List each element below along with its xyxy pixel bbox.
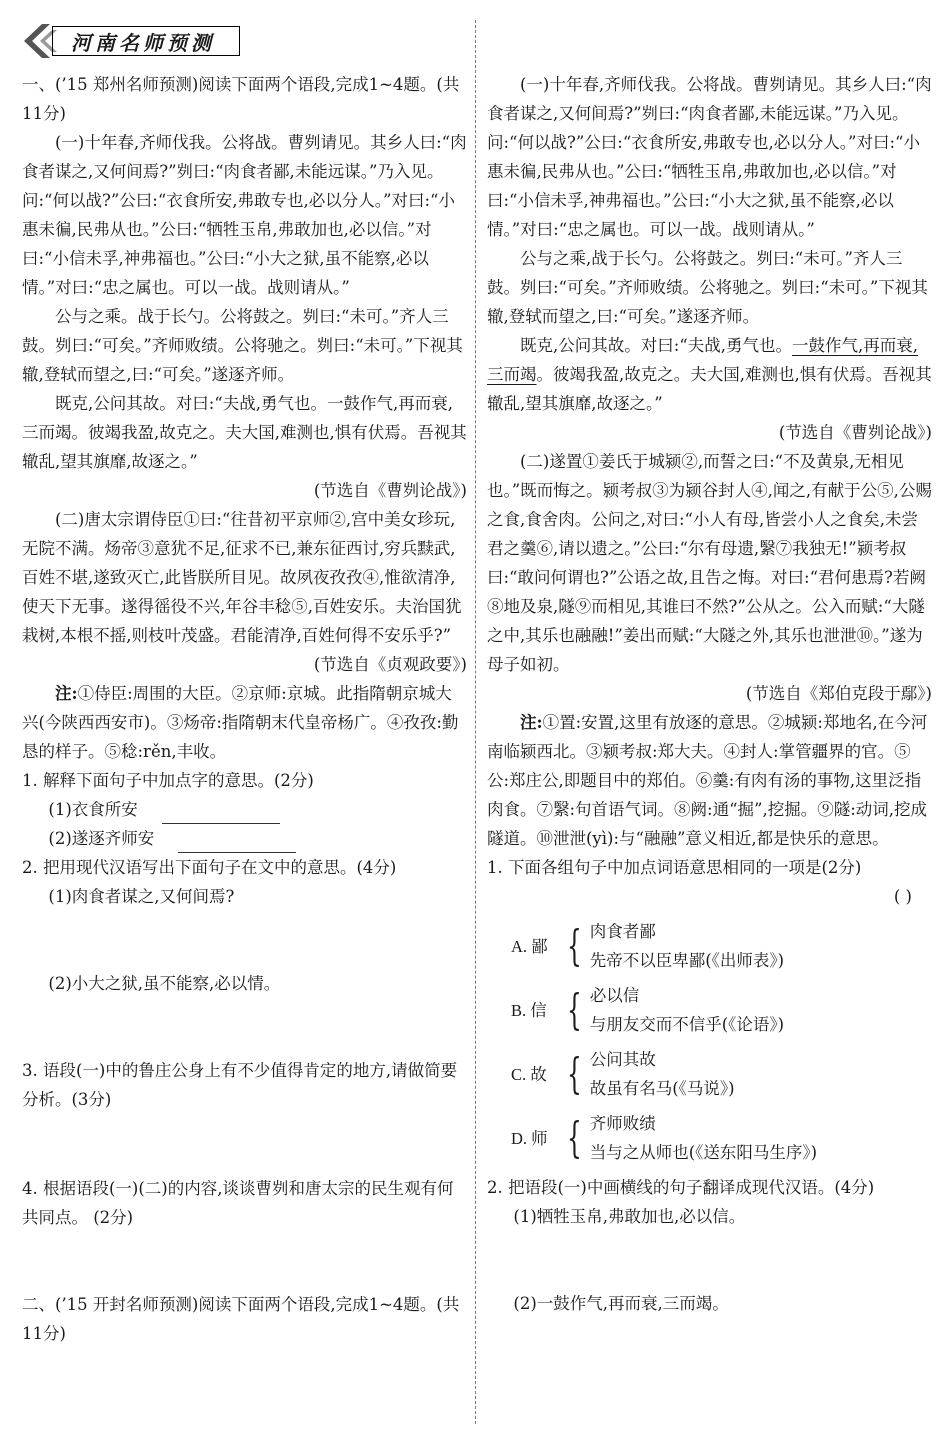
notes-text: ①侍臣:周围的大臣。②京师:京城。此指隋朝京城大兴(今陕西西安市)。③炀帝:指隋朝末代皇帝杨广。④孜孜:勤恳的样子。⑤稔:rěn,丰收。 <box>22 684 459 761</box>
answer-space[interactable] <box>487 1231 932 1289</box>
passage-1-para-1: (一)十年春,齐师伐我。公将战。曹刿请见。其乡人曰:“肉食者谋之,又何间焉?”刿曰:“肉食者鄙,未能远谋。”乃入见。问:“何以战?”公曰:“衣食所安,弗敢专也,必以分人。”对曰:“小惠未徧,民弗从也。”公曰:“牺牲玉帛,弗敢加也,必以信。”对曰:“小信未孚,神弗福也。”公曰:“小大之狱,虽不能察,必以情。”对曰:“忠之属也。可以一战。战则请从。” <box>22 133 467 297</box>
question-1-item-1 <box>22 795 467 824</box>
question-2-item-1: (1)肉食者谋之,又何间焉? <box>48 887 235 906</box>
section-1-heading: 一、(’15 郑州名师预测)阅读下面两个语段,完成1~4题。(共11分) <box>22 75 460 123</box>
option-b <box>511 981 932 1039</box>
option-line: 齐师败绩 <box>589 1114 656 1133</box>
passage-1-source: (节选自《曹刿论战》) <box>778 423 932 442</box>
question-4: 4. 根据语段(一)(二)的内容,谈谈曹刿和唐太宗的民生观有何共同点。 (2分) <box>22 1179 454 1227</box>
option-label: C. 故 <box>511 1064 547 1084</box>
section-header <box>14 18 242 58</box>
notes-text: ①置:安置,这里有放逐的意思。②城颍:郑地名,在今河南临颍西北。③颍考叔:郑大夫。④封人:掌管疆界的官。⑤公:郑庄公,即题目中的郑伯。⑥羹:有肉有汤的事物,这里泛指肉食。⑦繄:句首语气词。⑧阙:通“掘”,挖掘。⑨隧:动词,挖成隧道。⑩泄泄(yì):与“融融”意义相近,都是快乐的意思。 <box>487 713 928 848</box>
text-span: 。彼竭我盈,故克之。夫大国,难测也,惧有伏焉。吾视其辙乱,望其旗靡,故逐之。” <box>487 365 932 413</box>
question-2-item-2: (2)一鼓作气,再而衰,三而竭。 <box>513 1294 729 1313</box>
option-line: 与朋友交而不信乎(《论语》) <box>589 1015 785 1034</box>
option-line: 公问其故 <box>589 1050 656 1069</box>
question-1-item-2-text: (2)遂逐齐师安 <box>48 829 155 848</box>
underlined-sentence: 一鼓作气,再而衰,三而竭 <box>487 336 918 384</box>
notes <box>487 708 932 853</box>
option-label: D. 师 <box>511 1128 548 1148</box>
answer-space[interactable] <box>22 911 467 969</box>
question-2-item-1: (1)牺牲玉帛,弗敢加也,必以信。 <box>513 1207 746 1226</box>
option-label: A. 鄙 <box>511 936 548 956</box>
question-1: 1. 解释下面句子中加点字的意思。(2分) <box>22 771 314 790</box>
option-label: B. 信 <box>511 1000 547 1020</box>
notes-label: 注: <box>55 684 78 703</box>
left-column <box>22 70 467 1348</box>
question-2: 2. 把语段(一)中画横线的句子翻译成现代汉语。(4分) <box>487 1178 875 1197</box>
passage-1-source: (节选自《曹刿论战》) <box>313 481 467 500</box>
answer-paren[interactable]: ( ) <box>893 887 912 906</box>
option-a <box>511 917 932 975</box>
option-line: 肉食者鄙 <box>589 922 656 941</box>
passage-2-para: (二)遂置①姜氏于城颍②,而誓之曰:“不及黄泉,无相见也。”既而悔之。颍考叔③为颍谷封人④,闻之,有献于公⑤,公赐之食,食舍肉。公问之,对曰:“小人有母,皆尝小人之食矣,未尝君之羹⑥,请以遗之。”公曰:“尔有母遗,繄⑦我独无!”颍考叔曰:“敢问何谓也?”公语之故,且告之悔。对曰:“君何患焉?若阙⑧地及泉,隧⑨而相见,其谁曰不然?”公从之。公入而赋:“大隧之中,其乐也融融!”姜出而赋:“大隧之外,其乐也泄泄⑩。”遂为母子如初。 <box>487 452 932 674</box>
option-line: 先帝不以臣卑鄙(《出师表》) <box>589 951 785 970</box>
brace-icon: { <box>567 985 582 1034</box>
passage-1-para-2: 公与之乘,战于长勺。公将鼓之。刿曰:“未可。”齐人三鼓。刿曰:“可矣。”齐师败绩。公将驰之。刿曰:“未可。”下视其辙,登轼而望之,曰:“可矣。”遂逐齐师。 <box>487 249 928 326</box>
passage-2-source: (节选自《贞观政要》) <box>313 655 467 674</box>
answer-space[interactable] <box>22 1114 467 1174</box>
answer-space[interactable] <box>22 1232 467 1290</box>
option-line: 当与之从师也(《送东阳马生序》) <box>589 1143 818 1162</box>
brace-icon: { <box>567 921 582 970</box>
answer-space[interactable] <box>22 998 467 1056</box>
passage-1-para-3 <box>487 331 932 418</box>
brace-icon: { <box>567 1113 582 1162</box>
passage-2-source: (节选自《郑伯克段于鄢》) <box>745 684 932 703</box>
column-divider <box>475 20 476 1424</box>
question-3: 3. 语段(一)中的鲁庄公身上有不少值得肯定的地方,请做简要分析。(3分) <box>22 1061 458 1109</box>
answer-blank[interactable] <box>178 834 296 853</box>
right-column <box>487 70 932 1318</box>
question-1: 1. 下面各组句子中加点词语意思相同的一项是(2分) <box>487 858 862 877</box>
option-c <box>511 1045 932 1103</box>
passage-1-para-1: (一)十年春,齐师伐我。公将战。曹刿请见。其乡人曰:“肉食者谋之,又何间焉?”刿曰:“肉食者鄙,未能远谋。”乃入见。问:“何以战?”公曰:“衣食所安,弗敢专也,必以分人。”对曰:“小惠未徧,民弗从也。”公曰:“牺牲玉帛,弗敢加也,必以信。”对曰:“小信未孚,神弗福也。”公曰:“小大之狱,虽不能察,必以情。”对曰:“忠之属也。可以一战。战则请从。” <box>487 75 932 239</box>
notes-label: 注: <box>520 713 543 732</box>
option-d <box>511 1109 932 1167</box>
passage-1-para-2: 公与之乘。战于长勺。公将鼓之。刿曰:“未可。”齐人三鼓。刿曰:“可矣。”齐师败绩。公将驰之。刿曰:“未可。”下视其辙,登轼而望之,曰:“可矣。”遂逐齐师。 <box>22 307 463 384</box>
passage-1-para-3: 既克,公问其故。对曰:“夫战,勇气也。一鼓作气,再而衰,三而竭。彼竭我盈,故克之。夫大国,难测也,惧有伏焉。吾视其辙乱,望其旗靡,故逐之。” <box>22 394 467 471</box>
text-span: 既克,公问其故。对曰:“夫战,勇气也。 <box>520 336 792 355</box>
option-line: 故虽有名马(《马说》) <box>589 1079 735 1098</box>
notes <box>22 679 467 766</box>
answer-blank[interactable] <box>162 805 280 824</box>
question-2-item-2: (2)小大之狱,虽不能察,必以情。 <box>48 974 281 993</box>
passage-2-para: (二)唐太宗谓侍臣①曰:“往昔初平京师②,宫中美女珍玩,无院不满。炀帝③意犹不足,征求不已,兼东征西讨,穷兵黩武,百姓不堪,遂致灭亡,此皆朕所目见。故夙夜孜孜④,惟欲清净,使天下无事。遂得徭役不兴,年谷丰稔⑤,百姓安乐。夫治国犹栽树,本根不摇,则枝叶茂盛。君能清净,百姓何得不安乐乎?” <box>22 510 462 645</box>
section-2-heading: 二、(’15 开封名师预测)阅读下面两个语段,完成1~4题。(共11分) <box>22 1295 460 1343</box>
option-line: 必以信 <box>589 986 640 1005</box>
question-1-item-1-text: (1)衣食所安 <box>48 800 138 819</box>
question-2: 2. 把用现代汉语写出下面句子在文中的意思。(4分) <box>22 858 397 877</box>
brace-icon: { <box>567 1049 582 1098</box>
question-1-item-2 <box>22 824 467 853</box>
header-title: 河南名师预测 <box>52 26 240 56</box>
